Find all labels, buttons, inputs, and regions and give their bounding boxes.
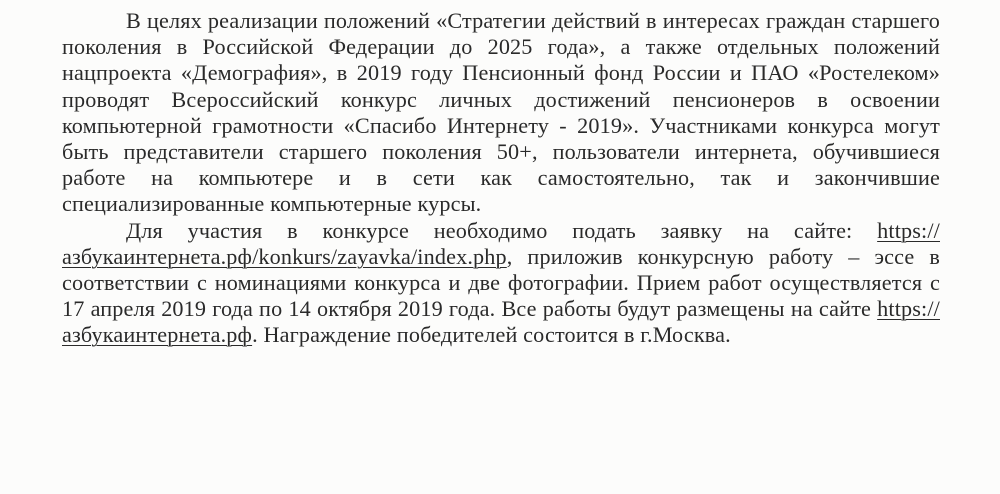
paragraph-2-text-end: . Награждение победителей состоится в г.Москва. <box>252 322 731 348</box>
paragraph-participation-rules <box>62 218 940 349</box>
paragraph-2-text-start: Для участия в конкурсе необходимо подать заявку на сайте: <box>126 217 878 243</box>
paragraph-1-text: В целях реализации положений «Стратегии действий в интересах граждан старшего поколения в Российской Федерации до 2025 года», а также отдельных положений нацпроекта «Демография», в 2019 году Пенсионный фонд России и ПАО «Ростелеком» проводят Всероссийский конкурс личных достижений пенсионеров в освоении компьютерной грамотности «Спасибо Интернету - 2019». Участниками конкурса могут быть представители старшего поколения 50+, пользователи интернета, обучившиеся работе на компьютере и в сети как самостоятельно, так и закончившие специализированные компьютерные курсы. <box>62 8 940 217</box>
website-url-link[interactable]: https://азбукаинтернета.рф <box>62 296 940 348</box>
paragraph-2-text-middle: , приложив конкурсную работу – эссе в соответствии с номинациями конкурса и две фотографии. Прием работ осуществляется с 17 апреля 2019 года по 14 октября 2019 года. Все работы будут размещены на сайте <box>62 243 940 322</box>
document-body <box>62 8 940 349</box>
application-url-link[interactable]: https://азбукаинтернета.рф/konkurs/zayavka/index.php <box>62 217 940 269</box>
paragraph-contest-description <box>62 8 940 218</box>
